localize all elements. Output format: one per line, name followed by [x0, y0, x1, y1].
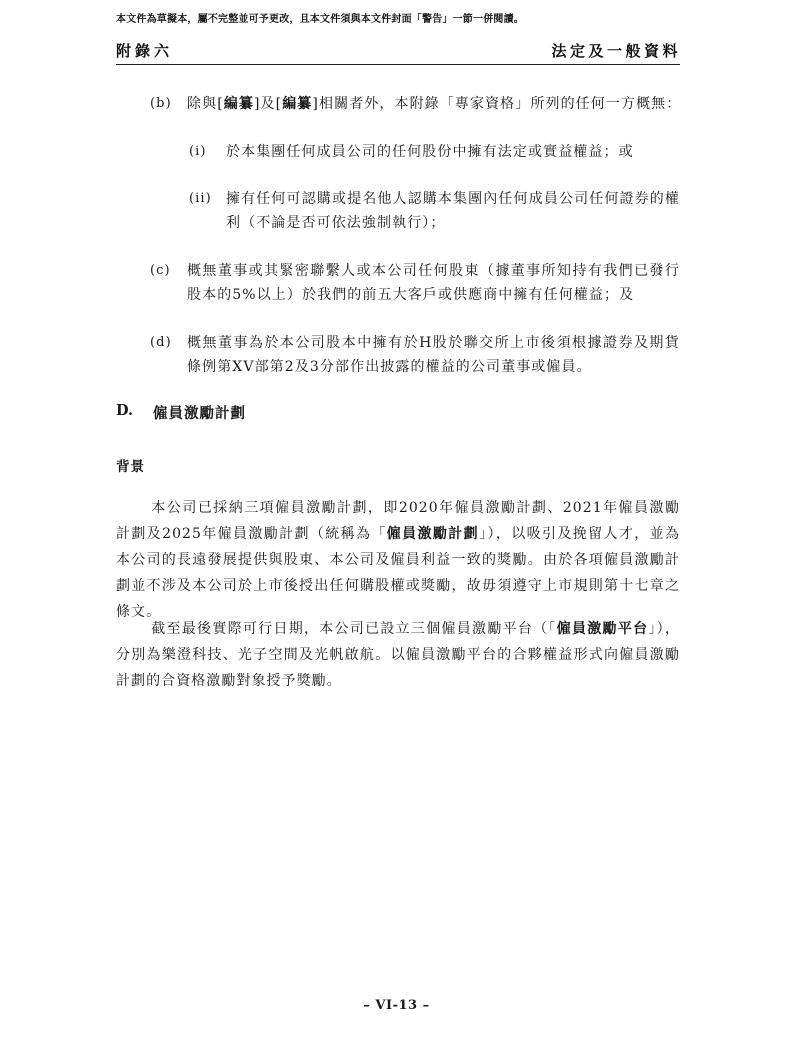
item-c-label: (c) [150, 263, 171, 278]
item-b-ii-label: (ii) [189, 191, 212, 206]
section-d-letter: D. [116, 402, 134, 419]
item-b-i-label: (i) [189, 144, 207, 159]
paragraph-1 [116, 495, 680, 625]
redacted-placeholder: 編纂 [223, 96, 254, 112]
item-b-i-text: 於本集團任何成員公司的任何股份中擁有法定或實益權益；或 [226, 144, 634, 160]
defined-term: 僱員激勵平台 [556, 621, 649, 637]
paragraph-1-pre: 本公司已採納三項僱員激勵計劃，即2020年僱員激勵計劃、2021年僱員激勵計劃及2025年僱員激勵計劃（統稱為「 [116, 500, 680, 542]
subheading-background: 背景 [116, 459, 145, 475]
item-b-label: (b) [150, 96, 172, 111]
redacted-placeholder: 編纂 [282, 96, 313, 112]
section-d-title: 僱員激勵計劃 [153, 406, 246, 422]
page-number: – VI-13 – [363, 998, 430, 1013]
header-divider [116, 64, 680, 65]
item-d-label: (d) [150, 335, 172, 350]
item-b-ii-text: 擁有任何可認購或提名他人認購本集團內任何成員公司任何證券的權利（不論是否可依法強制執行）； [226, 191, 680, 231]
draft-warning: 本文件為草擬本，屬不完整並可予更改，且本文件須與本文件封面「警告」一節一併閱讀。 [116, 14, 524, 25]
appendix-title: 法定及一般資料 [551, 42, 681, 60]
item-b-post: ]相關者外，本附錄「專家資格」所列的任何一方概無： [312, 96, 682, 112]
item-c-text: 概無董事或其緊密聯繫人或本公司任何股東（據董事所知持有我們已發行股本的5%以上）於我們的前五大客戶或供應商中擁有任何權益；及 [187, 263, 680, 303]
defined-term: 僱員激勵計劃 [386, 526, 480, 542]
item-b-text [187, 92, 680, 116]
item-b-mid: ]及[ [253, 96, 283, 112]
paragraph-2 [116, 616, 680, 694]
item-b-pre: 除與[ [187, 96, 224, 112]
paragraph-1-post: 」），以吸引及挽留人才，並為本公司的長遠發展提供與股東、本公司及僱員利益一致的獎勵。由於各項僱員激勵計劃並不涉及本公司於上市後授出任何購股權或獎勵，故毋須遵守上市規則第十七章之條文。 [116, 526, 680, 620]
item-d-text: 概無董事為於本公司股本中擁有於H股於聯交所上市後須根據證券及期貨條例第XV部第2及3分部作出披露的權益的公司董事或僱員。 [187, 335, 680, 375]
paragraph-2-pre: 截至最後實際可行日期，本公司已設立三個僱員激勵平台（「 [151, 621, 557, 637]
appendix-label: 附錄六 [116, 42, 174, 60]
paragraph-2-post: 」），分別為樂澄科技、光子空間及光帆啟航。以僱員激勵平台的合夥權益形式向僱員激勵計劃的合資格激勵對象授予獎勵。 [116, 621, 680, 689]
